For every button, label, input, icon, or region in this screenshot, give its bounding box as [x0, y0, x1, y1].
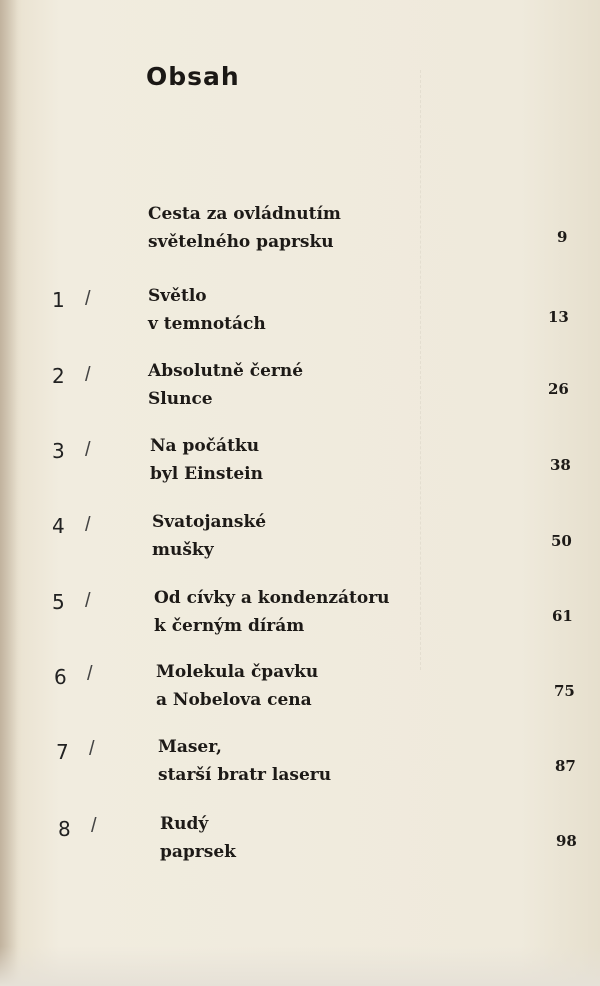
- toc-page-number: 13: [548, 308, 569, 326]
- toc-entry-title: [148, 200, 341, 256]
- toc-page-number: 75: [554, 682, 575, 700]
- toc-page-number: 50: [551, 532, 572, 550]
- chapter-slash: /: [85, 514, 91, 536]
- toc-entry-line2: byl Einstein: [150, 464, 263, 484]
- chapter-number: 2: [52, 364, 65, 388]
- toc-page-number: 9: [557, 228, 568, 246]
- chapter-number: 5: [52, 590, 65, 614]
- toc-entry-title: [160, 810, 236, 866]
- chapter-slash: /: [85, 439, 91, 461]
- toc-entry-line1: Maser,: [158, 737, 222, 757]
- chapter-slash: /: [89, 738, 95, 760]
- toc-entry-title: [150, 432, 263, 488]
- toc-entry-line1: Cesta za ovládnutím: [148, 204, 341, 224]
- toc-entry-line1: Světlo: [148, 286, 207, 306]
- toc-page-number: 61: [552, 607, 573, 625]
- toc-page-number: 98: [556, 832, 577, 850]
- toc-page-number: 38: [550, 456, 571, 474]
- toc-entry-line2: světelného paprsku: [148, 232, 334, 252]
- chapter-number: 3: [52, 439, 65, 463]
- chapter-slash: /: [91, 815, 97, 837]
- toc-entry-title: [148, 282, 266, 338]
- toc-entry-line1: Rudý: [160, 814, 209, 834]
- chapter-slash: /: [85, 288, 91, 310]
- toc-entry-line2: k černým dírám: [154, 616, 305, 636]
- toc-entry-line2: a Nobelova cena: [156, 690, 312, 710]
- chapter-number: 4: [52, 514, 65, 538]
- toc-entry-line2: v temnotách: [148, 314, 266, 334]
- toc-entry-line1: Molekula čpavku: [156, 662, 319, 682]
- toc-entry-title: [158, 733, 331, 789]
- toc-entry-line1: Na počátku: [150, 436, 260, 456]
- toc-entry-line2: mušky: [152, 540, 214, 560]
- toc-entry-line2: starší bratr laseru: [158, 765, 332, 785]
- chapter-slash: /: [87, 663, 93, 685]
- toc-entry-line2: Slunce: [148, 389, 213, 409]
- toc-page-number: 26: [548, 380, 569, 398]
- toc-entry-line1: Absolutně černé: [148, 361, 304, 381]
- spine-shadow: [0, 0, 18, 986]
- toc-entry-title: [148, 357, 303, 413]
- chapter-slash: /: [85, 590, 91, 612]
- bleed-through: [420, 70, 561, 670]
- chapter-number: 6: [54, 665, 67, 689]
- toc-entry-title: [152, 508, 266, 564]
- chapter-number: 7: [56, 740, 69, 764]
- chapter-slash: /: [85, 364, 91, 386]
- page-title: Obsah: [146, 62, 240, 91]
- toc-entry-line2: paprsek: [160, 842, 236, 862]
- chapter-number: 1: [52, 288, 65, 312]
- chapter-number: 8: [58, 817, 71, 841]
- toc-entry-line1: Od cívky a kondenzátoru: [154, 588, 390, 608]
- toc-page-number: 87: [555, 757, 576, 775]
- toc-entry-title: [154, 584, 390, 640]
- toc-entry-title: [156, 658, 318, 714]
- toc-entry-line1: Svatojanské: [152, 512, 267, 532]
- page-bottom-edge: [0, 946, 600, 986]
